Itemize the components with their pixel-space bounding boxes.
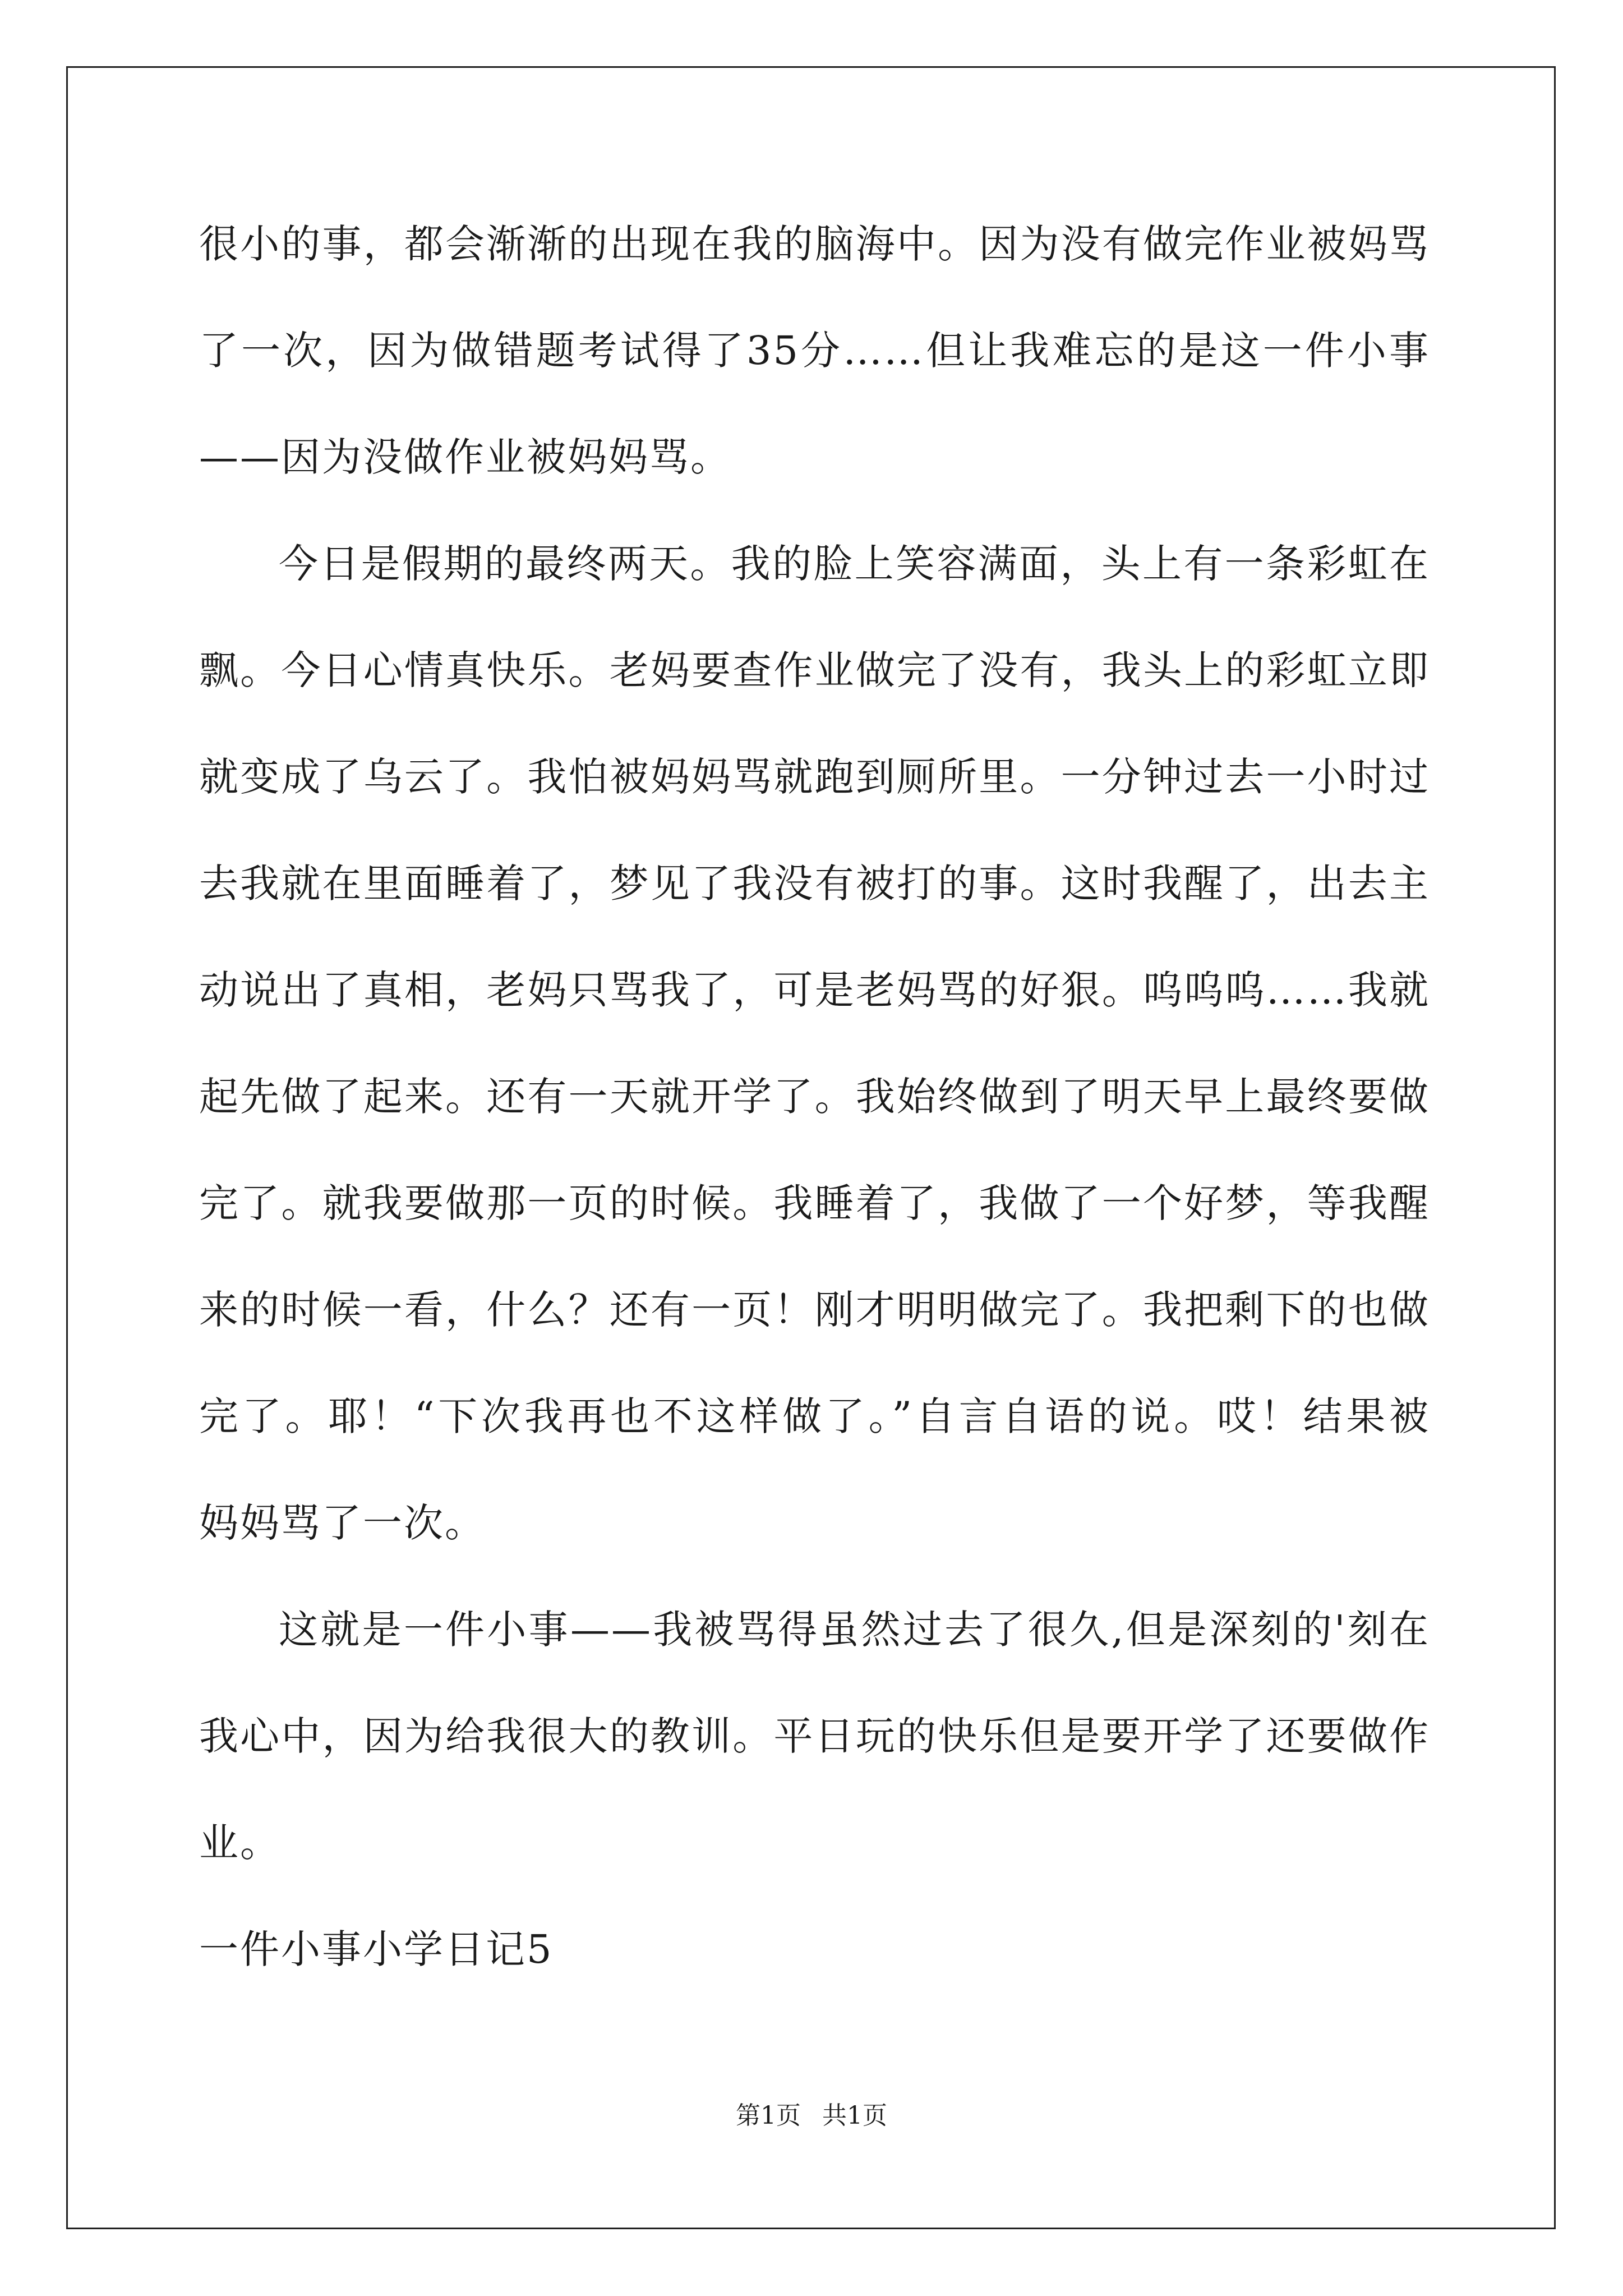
text-line: 完了。耶！“下次我再也不这样做了。”自言自语的说。哎！结果被 — [199, 1393, 1430, 1439]
text-line: 就变成了乌云了。我怕被妈妈骂就跑到厕所里。一分钟过去一小时过 — [199, 754, 1430, 800]
text-line: 去我就在里面睡着了，梦见了我没有被打的事。这时我醒了，出去主 — [199, 861, 1430, 907]
text-line: 很小的事，都会渐渐的出现在我的脑海中。因为没有做完作业被妈骂 — [199, 221, 1430, 267]
section-heading: 一件小事小学日记5 — [199, 1926, 554, 1972]
paragraph-start-line: 今日是假期的最终两天。我的脸上笑容满面，头上有一条彩虹在 — [279, 541, 1430, 587]
text-line: 动说出了真相，老妈只骂我了，可是老妈骂的好狠。呜呜呜……我就 — [199, 967, 1430, 1013]
page-total: 共1页 — [822, 2101, 887, 2130]
text-line: 来的时候一看，什么？还有一页！刚才明明做完了。我把剩下的也做 — [199, 1287, 1430, 1333]
text-line: 了一次，因为做错题考试得了35分……但让我难忘的是这一件小事 — [199, 328, 1430, 374]
text-line: ——因为没做作业被妈妈骂。 — [199, 434, 731, 480]
text-line: 起先做了起来。还有一天就开学了。我始终做到了明天早上最终要做 — [199, 1074, 1430, 1120]
document-body — [199, 191, 1430, 2003]
page-footer — [0, 2095, 1623, 2131]
paragraph-start-line: 这就是一件小事——我被骂得虽然过去了很久,但是深刻的'刻在 — [279, 1607, 1430, 1653]
page-number: 第1页 — [736, 2101, 801, 2130]
text-line: 我心中，因为给我很大的教训。平日玩的快乐但是要开学了还要做作 — [199, 1713, 1430, 1759]
text-line: 完了。就我要做那一页的时候。我睡着了，我做了一个好梦，等我醒 — [199, 1180, 1430, 1226]
text-line: 飘。今日心情真快乐。老妈要查作业做完了没有，我头上的彩虹立即 — [199, 647, 1430, 693]
text-line: 业。 — [199, 1820, 281, 1866]
text-line: 妈妈骂了一次。 — [199, 1500, 486, 1546]
